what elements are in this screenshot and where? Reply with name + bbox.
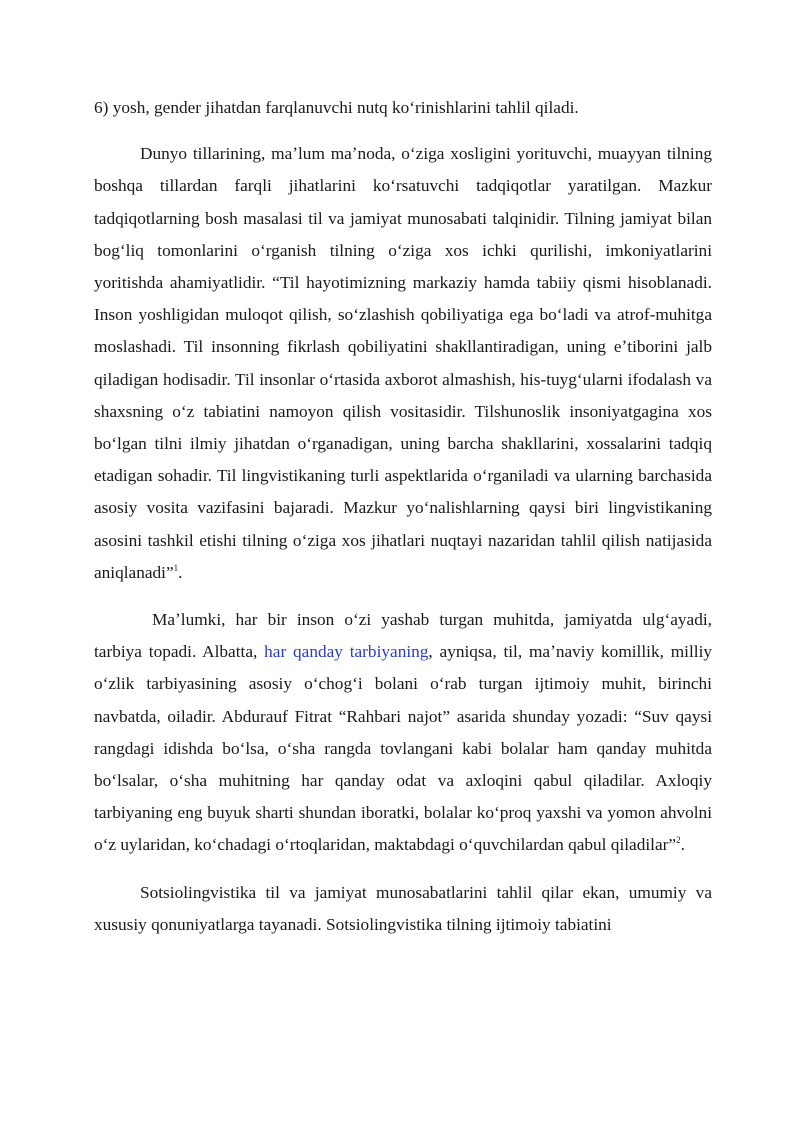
paragraph-end-period: . — [680, 835, 685, 855]
paragraph-languages-and-society — [94, 138, 712, 589]
paragraph-intro-line: 6) yosh, gender jihatdan farqlanuvchi nutq koʻrinishlarini tahlil qiladi. — [94, 98, 579, 117]
paragraph-sociolinguistics: Sotsiolingvistika til va jamiyat munosabatlarini tahlil qilar ekan, umumiy va xususiy qonuniyatlarga tayanadi. Sotsiolingvistika tilning ijtimoiy tabiatini — [94, 882, 712, 934]
footnote-ref-2[interactable]: 2 — [676, 835, 681, 846]
paragraph-text-rest: , ayniqsa, til, maʼnaviy komillik, milliy oʻzlik tarbiyasining asosiy oʻchogʻi bolani oʻrab turgan ijtimoiy muhit, birinchi navbatda, oiladir. Abdurauf Fitrat “Rahbari najot” asarida shunday yozadi: “Suv qaysi rangdagi idishda boʻlsa, oʻsha rangda tovlangani kabi bolalar ham qanday muhitda boʻlsalar, oʻsha muhitning har qanday odat va axloqini qabul qiladilar. Axloqiy tarbiyaning eng buyuk sharti shundan iboratki, bolalar koʻproq yaxshi va yomon ahvolni oʻz uylaridan, koʻchadagi oʻrtoqlaridan, maktabdagi oʻquvchilardan qabul qiladilar” — [94, 642, 713, 855]
document-page — [94, 92, 712, 941]
footnote-ref-1[interactable]: 1 — [173, 563, 179, 574]
hyperlink-har-qanday-tarbiyaning[interactable]: har qanday tarbiyaning — [264, 642, 429, 662]
paragraph-end-period: . — [178, 562, 183, 582]
paragraph-text-start: Maʼlumki, har bir inson oʻzi yashab turgan muhitda, jamiyatda ulgʻayadi, tarbiya topadi. Albatta, — [94, 610, 712, 662]
paragraph-environment-upbringing — [94, 604, 712, 862]
paragraph-text: Dunyo tillarining, maʼlum maʼnoda, oʻziga xosligini yorituvchi, muayyan tilning boshqa tillardan farqli jihatlarini koʻrsatuvchi tadqiqotlar yaratilgan. Mazkur tadqiqotlarning bosh masalasi til va jamiyat munosabati talqinidir. Tilning jamiyat bilan bogʻliq tomonlarini oʻrganish tilning oʻziga xos ichki qurilishi, imkoniyatlarini yoritishda ahamiyatlidir. “Til hayotimizning markaziy hamda tabiiy qismi hisoblanadi. Inson yoshligidan muloqot qilish, soʻzlashish qobiliyatiga ega boʻladi va atrof-muhitga moslashadi. Til insonning fikrlash qobiliyatini shakllantiradigan, uning eʼtiborini jalb qiladigan hodisadir. Til insonlar oʻrtasida axborot almashish, his-tuygʻularni ifodalash va shaxsning oʻz tabiatini namoyon qilish vositasidir. Tilshunoslik insoniyatgagina xos boʻlgan tilni ilmiy jihatdan oʻrganadigan, uning barcha shakllarini, xossalarini tadqiq etadigan sohadir. Til lingvistikaning turli aspektlarida oʻrganiladi va ularning barchasida asosiy vosita vazifasini bajaradi. Mazkur yoʻnalishlarning qaysi biri lingvistikaning asosini tashkil etishi tilning oʻziga xos jihatlari nuqtayi nazaridan tahlil qilish natijasida aniqlanadi” — [94, 144, 712, 582]
